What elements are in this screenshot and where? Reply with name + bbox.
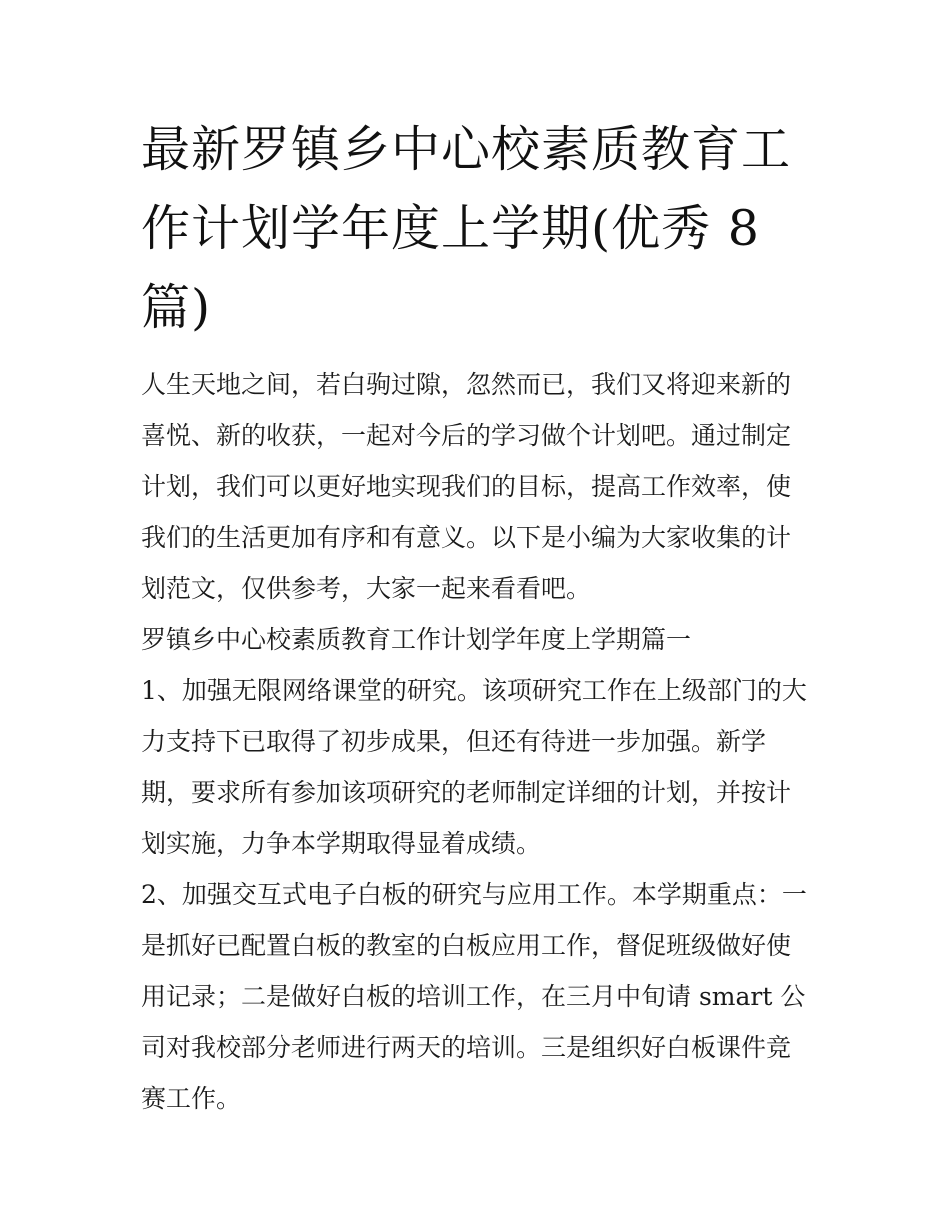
list-item-1: 1、加强无限网络课堂的研究。该项研究工作在上级部门的大力支持下已取得了初步成果，但还有待进一步加强。新学期，要求所有参加该项研究的老师制定详细的计划，并按计划实施，力争本学期取得显着成绩。: [141, 676, 807, 858]
intro-paragraph: 人生天地之间，若白驹过隙，忽然而已，我们又将迎来新的喜悦、新的收获，一起对今后的学习做个计划吧。通过制定计划，我们可以更好地实现我们的目标，提高工作效率，使我们的生活更加有序和有意义。以下是小编为大家收集的计划范文，仅供参考，大家一起来看看吧。: [141, 370, 792, 603]
document-body: [141, 359, 813, 1124]
section-heading: 罗镇乡中心校素质教育工作计划学年度上学期篇一: [141, 625, 692, 654]
document-title: 最新罗镇乡中心校素质教育工作计划学年度上学期(优秀 8 篇): [141, 121, 792, 336]
list-item-2: 2、加强交互式电子白板的研究与应用工作。本学期重点：一是抓好已配置白板的教室的白板应用工作，督促班级做好使用记录；二是做好白板的培训工作，在三月中旬请 smart 公司对我校部分老师进行两天的培训。三是组织好白板课件竞赛工作。: [141, 880, 807, 1113]
document-content: [141, 110, 813, 1124]
